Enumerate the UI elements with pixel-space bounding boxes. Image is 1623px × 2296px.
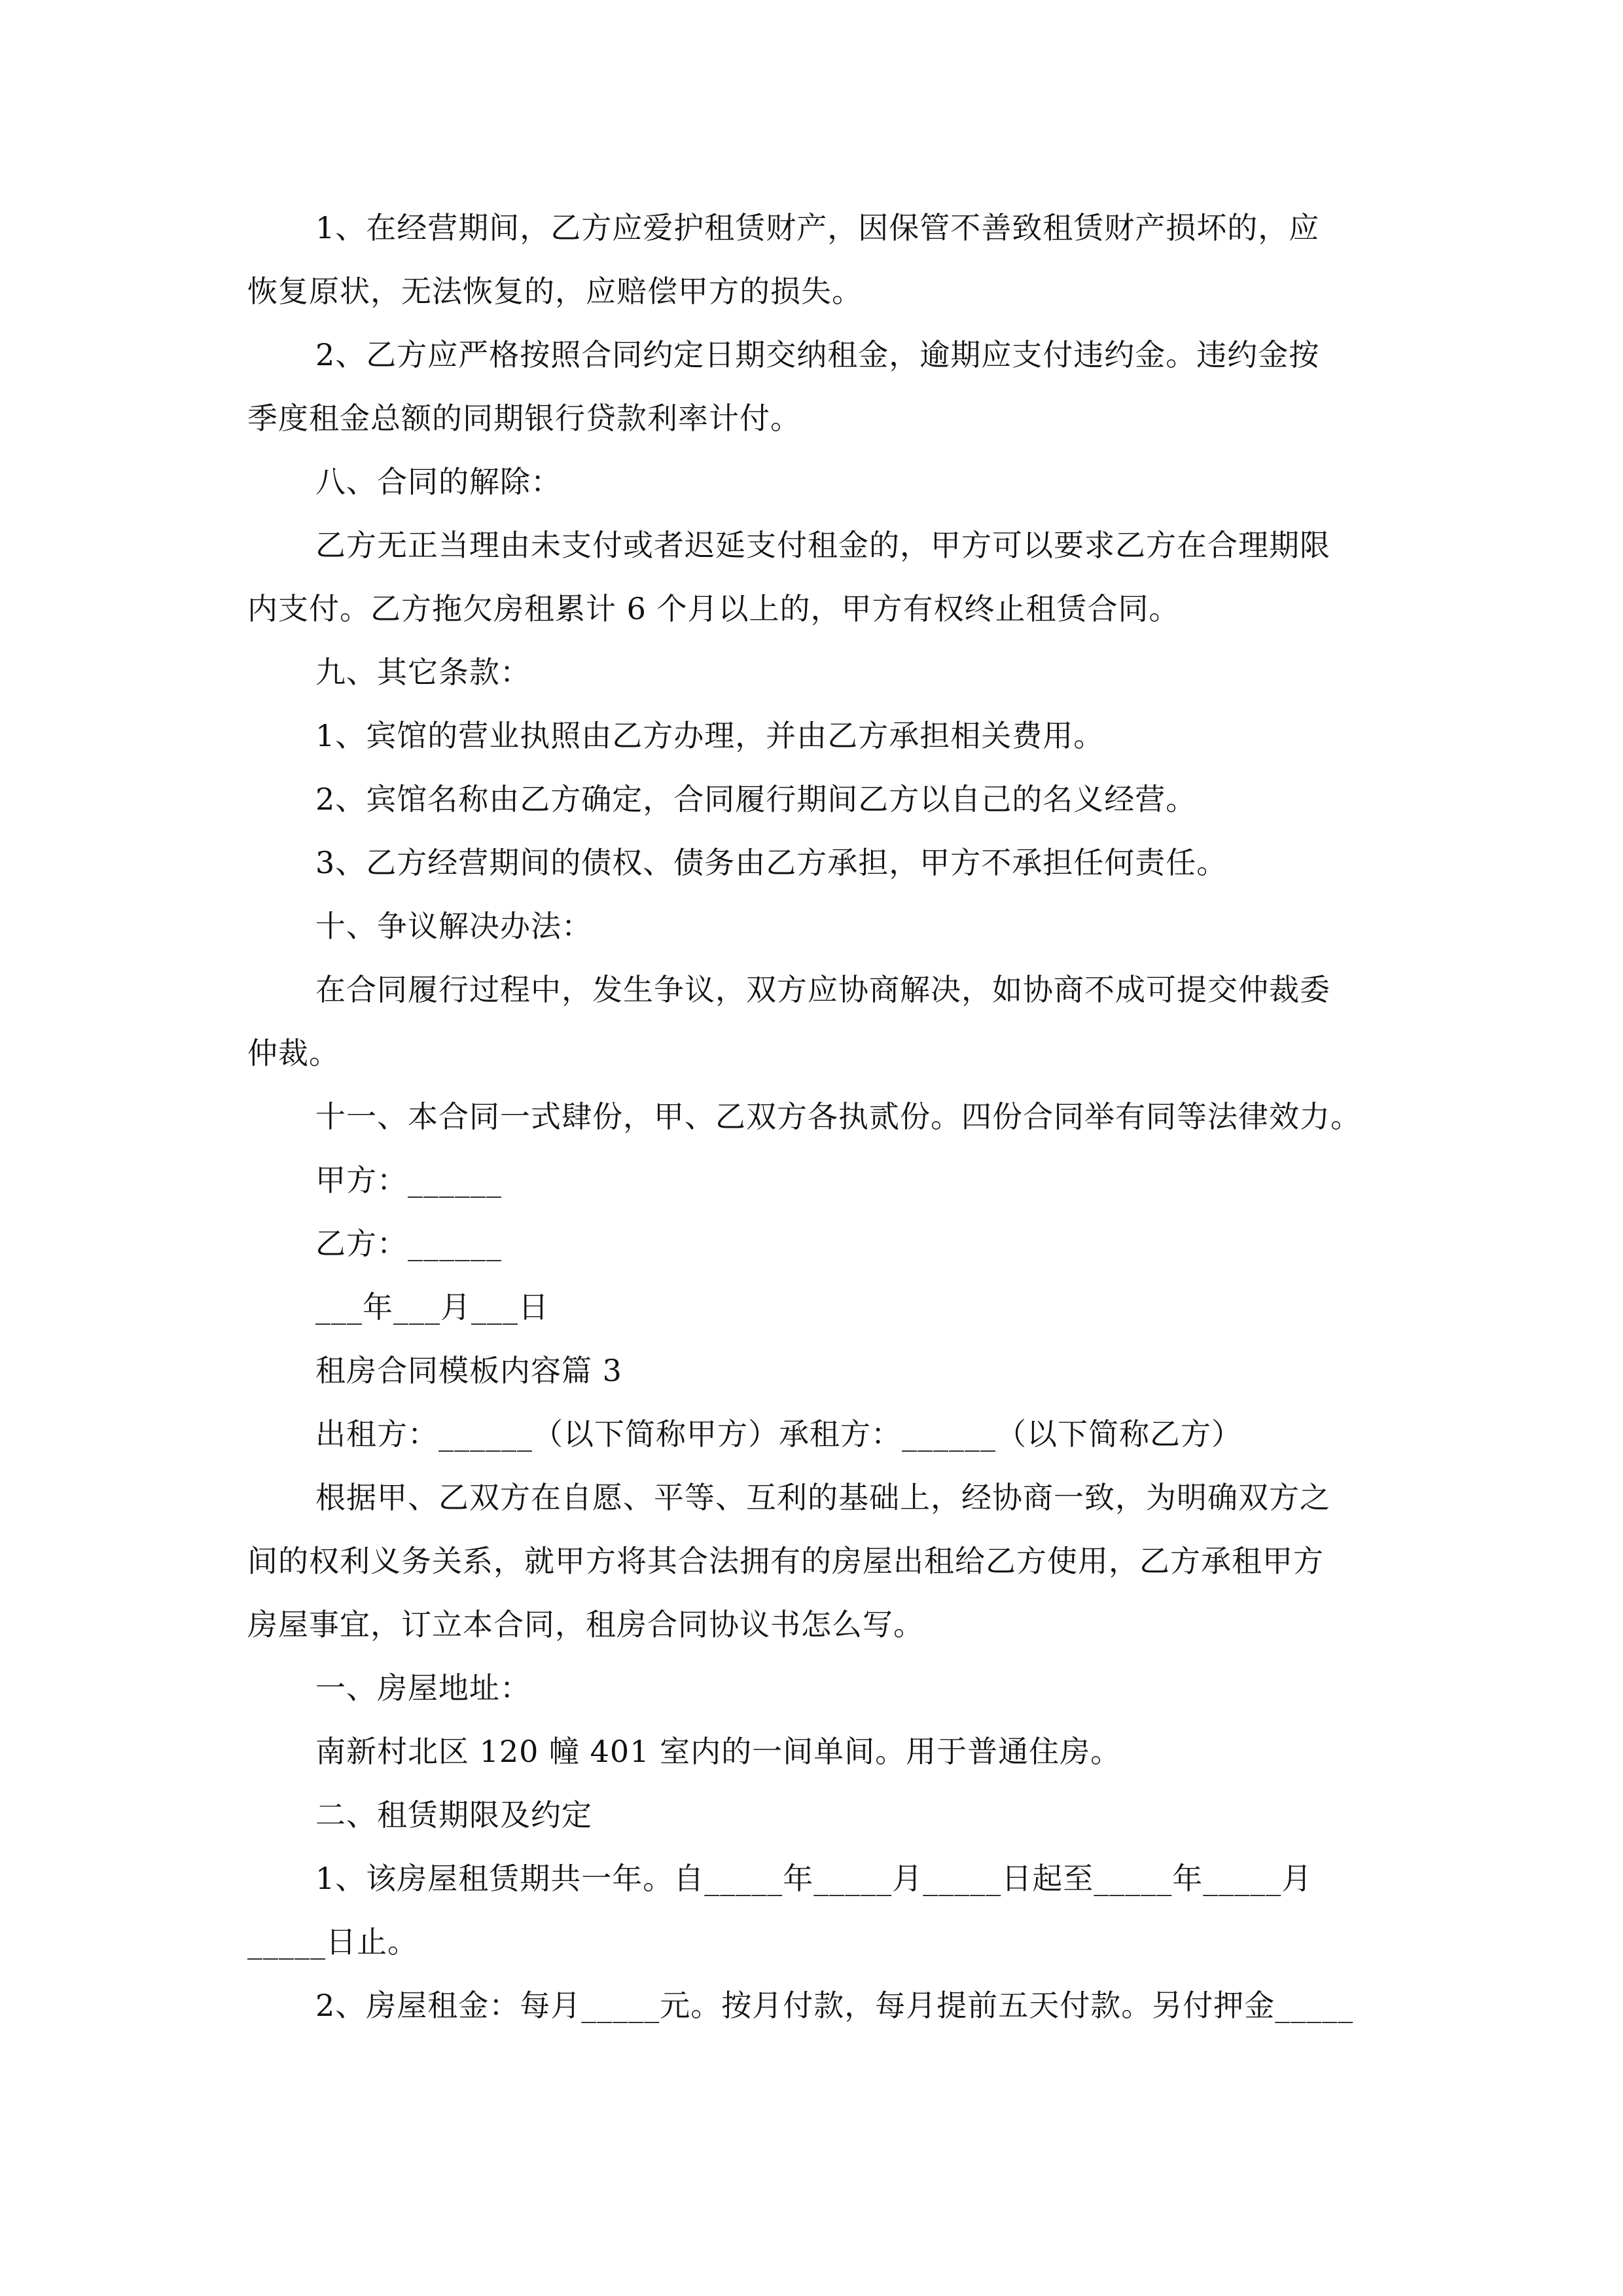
para-line-4: 季度租金总额的同期银行贷款利率计付。	[247, 401, 801, 436]
para-line-6: 乙方无正当理由未支付或者迟延支付租金的，甲方可以要求乙方在合理期限	[315, 528, 1330, 563]
para-line-2: 恢复原状，无法恢复的，应赔偿甲方的损失。	[247, 274, 863, 309]
section-heading-1: 一、房屋地址：	[315, 1670, 531, 1706]
para-line-27: 1、该房屋租赁期共一年。自_____年_____月_____日起至_____年_____月	[315, 1861, 1313, 1896]
section-heading-8: 八、合同的解除：	[315, 464, 562, 499]
party-b-signature: 乙方：______	[315, 1226, 502, 1261]
para-line-11: 3、乙方经营期间的债权、债务由乙方承担，甲方不承担任何责任。	[315, 845, 1228, 880]
doc-subtitle: 租房合同模板内容篇 3	[315, 1353, 622, 1388]
para-line-14: 仲裁。	[247, 1035, 340, 1071]
para-line-21: 根据甲、乙双方在自愿、平等、互利的基础上，经协商一致，为明确双方之	[315, 1480, 1330, 1515]
para-line-13: 在合同履行过程中，发生争议，双方应协商解决，如协商不成可提交仲裁委	[315, 972, 1330, 1007]
para-line-23: 房屋事宜，订立本合同，租房合同协议书怎么写。	[247, 1607, 924, 1642]
para-line-22: 间的权利义务关系，就甲方将其合法拥有的房屋出租给乙方使用，乙方承租甲方	[247, 1543, 1324, 1579]
parties-line: 出租方：______（以下简称甲方）承租方：______（以下简称乙方）	[315, 1416, 1242, 1452]
date-line: ___年___月___日	[315, 1289, 549, 1325]
para-line-10: 2、宾馆名称由乙方确定，合同履行期间乙方以自己的名义经营。	[315, 781, 1197, 817]
section-heading-2: 二、租赁期限及约定	[315, 1797, 592, 1833]
para-line-3: 2、乙方应严格按照合同约定日期交纳租金，逾期应支付违约金。违约金按	[315, 337, 1320, 372]
section-heading-9: 九、其它条款：	[315, 655, 531, 690]
para-line-28: _____日止。	[247, 1924, 418, 1960]
para-line-9: 1、宾馆的营业执照由乙方办理，并由乙方承担相关费用。	[315, 718, 1105, 753]
para-line-1: 1、在经营期间，乙方应爱护租赁财产，因保管不善致租赁财产损坏的，应	[315, 210, 1320, 245]
para-line-15: 十一、本合同一式肆份，甲、乙双方各执贰份。四份合同举有同等法律效力。	[315, 1099, 1361, 1134]
para-line-7: 内支付。乙方拖欠房租累计 6 个月以上的，甲方有权终止租赁合同。	[247, 591, 1180, 626]
para-line-25: 南新村北区 120 幢 401 室内的一间单间。用于普通住房。	[315, 1734, 1122, 1769]
para-line-29: 2、房屋租金：每月_____元。按月付款，每月提前五天付款。另付押金_____	[315, 1988, 1354, 2023]
party-a-signature: 甲方：______	[315, 1162, 502, 1198]
section-heading-10: 十、争议解决办法：	[315, 908, 592, 944]
